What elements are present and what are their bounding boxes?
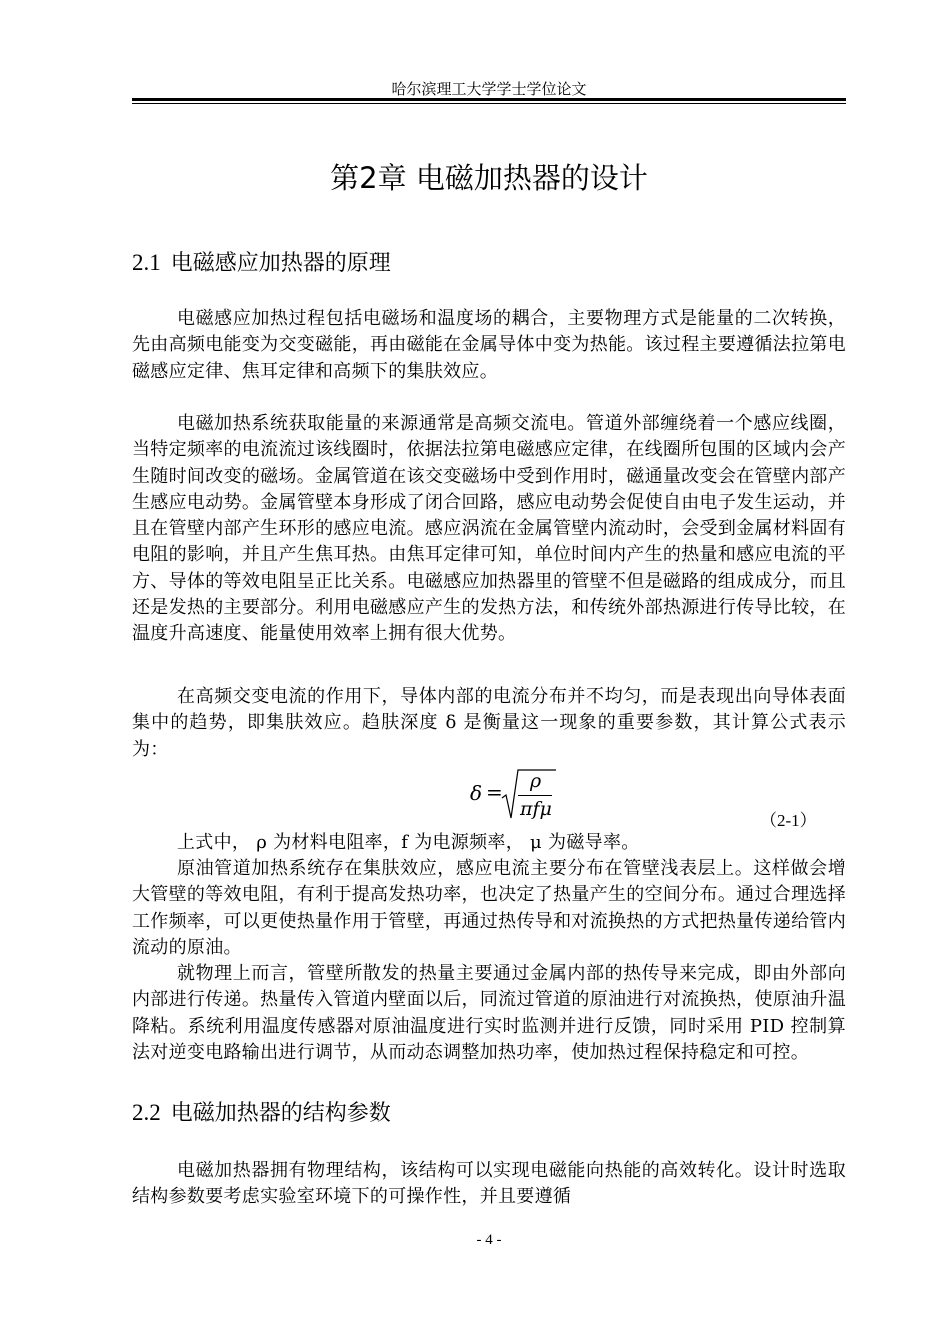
header-rule-thin (132, 103, 846, 104)
section-number: 2.1 (132, 250, 161, 275)
paragraph-7: 电磁加热器拥有物理结构，该结构可以实现电磁能向热能的高效转化。设计时选取结构参数要考虑实验室环境下的可操作性，并且要遵循 (132, 1160, 846, 1208)
section-heading-2-2 (132, 1098, 391, 1129)
formula-denominator: πfμ (520, 798, 552, 820)
skin-depth-formula (470, 768, 580, 824)
paragraph-3: 在高频交变电流的作用下，导体内部的电流分布并不均匀，而是表现出向导体表面集中的趋势，即集肤效应。趋肤深度 δ 是衡量这一现象的重要参数，其计算公式表示为： (132, 686, 846, 760)
paragraph-4: 上式中， ρ 为材料电阻率，f 为电源频率， μ 为磁导率。 (177, 832, 640, 853)
page-number: - 4 - (476, 1232, 502, 1248)
section-heading-2-1 (132, 248, 391, 279)
chapter-title: 第2章 电磁加热器的设计 (330, 161, 648, 195)
fraction-bar (518, 795, 552, 796)
paragraph-1: 电磁感应加热过程包括电磁场和温度场的耦合，主要物理方式是能量的二次转换，先由高频电能变为交变磁能，再由磁能在金属导体中变为热能。该过程主要遵循法拉第电磁感应定律、焦耳定律和高频下的集肤效应。 (132, 308, 846, 382)
section-title: 电磁感应加热器的原理 (170, 251, 391, 276)
formula-lhs: δ (470, 781, 483, 805)
paragraph-2: 电磁加热系统获取能量的来源通常是高频交流电。管道外部缠绕着一个感应线圈，当特定频率的电流流过该线圈时，依据法拉第电磁感应定律，在线圈所包围的区域内会产生随时间改变的磁场。金属管道在该交变磁场中受到作用时，磁通量改变会在管壁内部产生感应电动势。金属管壁本身形成了闭合回路，感应电动势会促使自由电子发生运动，并且在管壁内部产生环形的感应电流。感应涡流在金属管壁内流动时，会受到金属材料固有电阻的影响，并且产生焦耳热。由焦耳定律可知，单位时间内产生的热量和感应电流的平方、导体的等效电阻呈正比关系。电磁感应加热器里的管壁不但是磁路的组成成分，而且还是发热的主要部分。利用电磁感应产生的发热方法，和传统外部热源进行传导比较，在温度升高速度、能量使用效率上拥有很大优势。 (132, 413, 846, 645)
formula-numerator: ρ (530, 770, 542, 792)
header-rule-thick (132, 98, 846, 101)
formula-equals: = (486, 780, 503, 804)
section-title: 电磁加热器的结构参数 (170, 1101, 391, 1126)
equation-number: （2-1） (760, 811, 817, 830)
section-number: 2.2 (132, 1100, 161, 1125)
paragraph-6: 就物理上而言，管壁所散发的热量主要通过金属内部的热传导来完成，即由外部向内部进行传递。热量传入管道内壁面以后，同流过管道的原油进行对流换热，使原油升温降粘。系统利用温度传感器对原油温度进行实时监测并进行反馈，同时采用 PID 控制算法对逆变电路输出进行调节，从而动态调整加热功率，使加热过程保持稳定和可控。 (132, 963, 846, 1063)
running-header: 哈尔滨理工大学学士学位论文 (391, 80, 587, 98)
paragraph-5: 原油管道加热系统存在集肤效应，感应电流主要分布在管壁浅表层上。这样做会增大管壁的等效电阻，有利于提高发热功率，也决定了热量产生的空间分布。通过合理选择工作频率，可以更使热量作用于管壁，再通过热传导和对流换热的方式把热量传递给管内流动的原油。 (132, 858, 846, 958)
